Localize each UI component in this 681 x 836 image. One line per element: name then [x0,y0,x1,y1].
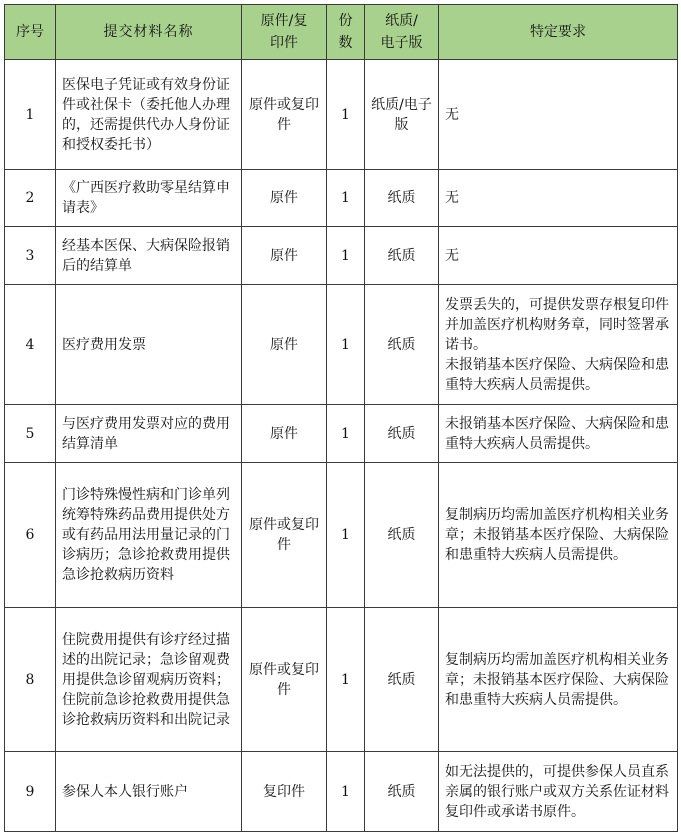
copy-count: 1 [327,227,365,285]
material-name: 医疗费用发票 [56,285,242,405]
materials-table [4,4,678,832]
row-number: 9 [5,752,56,832]
header-count-line1: 份 [338,13,353,29]
requirement-text: 未报销基本医疗保险、大病保险和患重特大疾病人员需提供。 [445,415,669,452]
header-format [365,5,439,60]
row-number: 1 [5,60,56,170]
requirement-text: 无 [445,247,459,264]
paper-or-electronic: 纸质/电子版 [365,60,439,170]
specific-requirements [439,405,678,463]
original-or-copy: 原件或复印件 [242,608,327,752]
original-or-copy: 复印件 [242,752,327,832]
copy-count: 1 [327,170,365,227]
material-name: 参保人本人银行账户 [56,752,242,832]
table-body [5,60,678,832]
header-requirements: 特定要求 [439,5,678,60]
paper-or-electronic: 纸质 [365,752,439,832]
header-name: 提交材料名称 [56,5,242,60]
specific-requirements [439,227,678,285]
header-count [327,5,365,60]
original-or-copy: 原件 [242,405,327,463]
specific-requirements [439,170,678,227]
table-row [5,608,678,752]
requirement-text: 如无法提供的，可提供参保人员直系亲属的银行账户或双方关系佐证材料复印件或承诺书原件。 [445,763,669,820]
requirement-text: 发票丢失的，可提供发票存根复印件并加盖医疗机构财务章，同时签署承诺书。 [445,296,669,353]
requirement-text: 无 [445,190,459,206]
table-row [5,170,678,227]
material-name: 与医疗费用发票对应的费用结算清单 [56,405,242,463]
row-number: 2 [5,170,56,227]
copy-count: 1 [327,463,365,608]
material-name: 门诊特殊慢性病和门诊单列统筹特殊药品费用提供处方或有药品用法用量记录的门诊病历；急诊抢救费用提供急诊抢救病历资料 [56,463,242,608]
original-or-copy: 原件或复印件 [242,60,327,170]
specific-requirements [439,285,678,405]
paper-or-electronic: 纸质 [365,608,439,752]
requirement-text: 复制病历均需加盖医疗机构相关业务章；未报销基本医疗保险、大病保险和患重特大疾病人员需提供。 [445,507,669,563]
material-name: 经基本医保、大病保险报销后的结算单 [56,227,242,285]
row-number: 8 [5,608,56,752]
header-count-line2: 数 [338,35,353,51]
copy-count: 1 [327,608,365,752]
table-row [5,285,678,405]
table-row [5,463,678,608]
copy-count: 1 [327,752,365,832]
header-format-line2: 电子版 [380,35,423,51]
specific-requirements [439,608,678,752]
requirement-text: 复制病历均需加盖医疗机构相关业务章；未报销基本医疗保险、大病保险和患重特大疾病人员需提供。 [445,651,669,708]
paper-or-electronic: 纸质 [365,405,439,463]
copy-count: 1 [327,285,365,405]
specific-requirements [439,60,678,170]
original-or-copy: 原件 [242,227,327,285]
material-name: 住院费用提供有诊疗经过描述的出院记录；急诊留观费用提供急诊留观病历资料；住院前急诊抢救费用提供急诊抢救病历资料和出院记录 [56,608,242,752]
material-name: 医保电子凭证或有效身份证件或社保卡（委托他人办理的，还需提供代办人身份证和授权委托书） [56,60,242,170]
table-row [5,60,678,170]
header-original-copy-line1: 原件/复 [260,13,308,29]
row-number: 3 [5,227,56,285]
header-original-copy-line2: 印件 [270,35,298,51]
specific-requirements [439,752,678,832]
row-number: 6 [5,463,56,608]
paper-or-electronic: 纸质 [365,285,439,405]
header-original-copy [242,5,327,60]
requirement-text: 无 [445,106,459,123]
header-no: 序号 [5,5,56,60]
copy-count: 1 [327,405,365,463]
copy-count: 1 [327,60,365,170]
original-or-copy: 原件 [242,170,327,227]
row-number: 5 [5,405,56,463]
table-row [5,752,678,832]
paper-or-electronic: 纸质 [365,227,439,285]
specific-requirements [439,463,678,608]
material-name: 《广西医疗救助零星结算申请表》 [56,170,242,227]
requirement-text: 未报销基本医疗保险、大病保险和患重特大疾病人员需提供。 [445,356,669,393]
paper-or-electronic: 纸质 [365,170,439,227]
row-number: 4 [5,285,56,405]
table-row [5,227,678,285]
table-row [5,405,678,463]
original-or-copy: 原件 [242,285,327,405]
paper-or-electronic: 纸质 [365,463,439,608]
header-format-line1: 纸质/ [385,13,418,29]
original-or-copy: 原件或复印件 [242,463,327,608]
table-header-row [5,5,678,60]
